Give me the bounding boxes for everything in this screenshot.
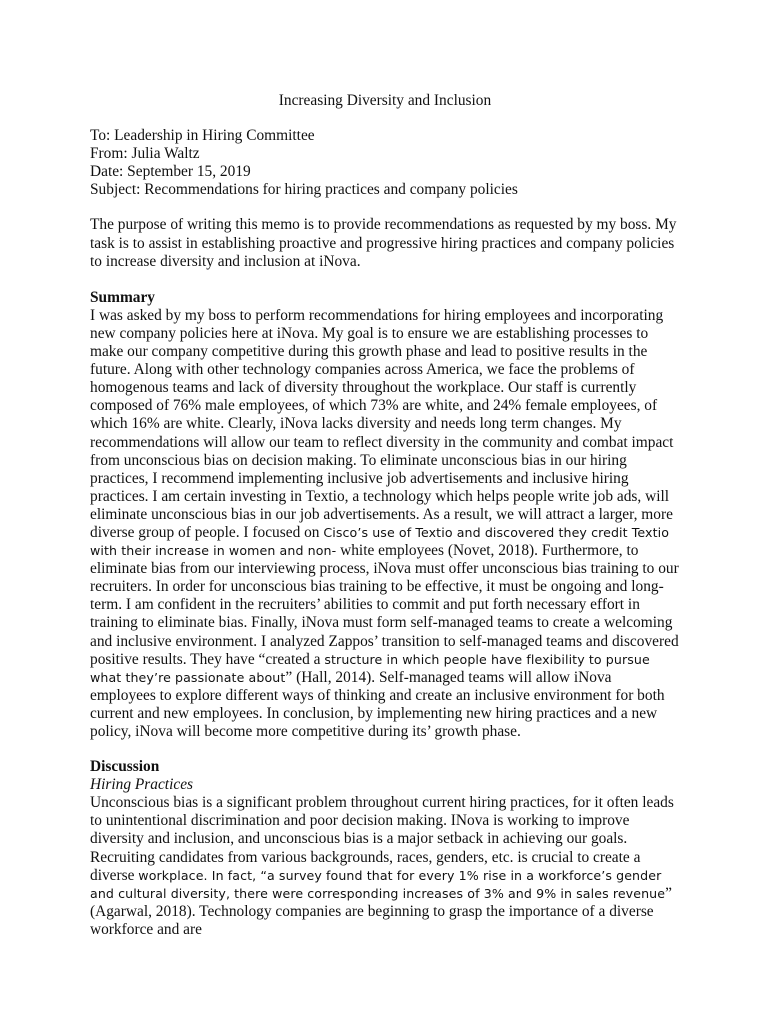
summary-quote-1: Cisco’s use of Textio and discovered they credit Textio with their increase in women and non-	[90, 524, 670, 559]
summary-quote-2: structure in which people have flexibility to pursue what they’re passionate about	[90, 651, 650, 685]
summary-text-2: white employees (Novet, 2018). Furthermore, to eliminate bias from our interviewing process, iNova must offer unconscious bias training to our recruiters. In order for unconscious bias training to be effective, it must be ongoing and long-term. I am confident in the recruiters’ abilities to commit and put forth necessary effort in training to eliminate bias. Finally, iNova must form self-managed teams to create a welcoming and inclusive environment. I analyzed Zappos’ transition to self-managed teams and discovered positive results. They have “created a	[90, 542, 679, 668]
summary-text-3: ” (Hall, 2014). Self-managed teams will allow iNova employees to explore different ways of thinking and create an inclusive environment for both current and new employees. In conclusion, by implementing new hiring practices and a new policy, iNova will become more competitive during its’ growth phase.	[90, 668, 665, 740]
document-title: Increasing Diversity and Inclusion	[278, 92, 492, 109]
discussion-text-1: Unconscious bias is a significant problem throughout current hiring practices, for it often leads to unintentional discrimination and poor decision making. INova is working to improve diversity and inclusion, and unconscious bias is a major setback in achieving our goals. Recruiting candidates from various backgrounds, races, genders, etc. is crucial to create a diverse	[90, 794, 674, 884]
memo-from: From: Julia Waltz	[90, 145, 200, 163]
memo-subject: Subject: Recommendations for hiring practices and company policies	[90, 181, 518, 199]
summary-text-1: I was asked by my boss to perform recommendations for hiring employees and incorporating new company policies here at iNova. My goal is to ensure we are establishing processes to make our company competitive during this growth phase and lead to positive results in the future. Along with other technology companies across America, we face the problems of homogenous teams and lack of diversity throughout the workplace. Our staff is currently composed of 76% male employees, of which 73% are white, and 24% female employees, of which 16% are white. Clearly, iNova lacks diversity and needs long term changes. My recommendations will allow our team to reflect diversity in the community and combat impact from unconscious bias on decision making. To eliminate unconscious bias in our hiring practices, I recommend implementing inclusive job advertisements and inclusive hiring practices. I am certain investing in Textio, a technology which helps people write job ads, will eliminate unconscious bias in our job advertisements. As a result, we will attract a larger, more diverse group of people. I focused on	[90, 306, 674, 541]
hiring-practices-subheading: Hiring Practices	[90, 776, 194, 794]
discussion-quote-1: workplace. In fact, “a survey found that for every 1% rise in a workforce’s gender and cultural diversity, there were corresponding increases of 3% and 9% in sales revenue	[90, 867, 666, 901]
memo-header	[90, 127, 680, 199]
summary-paragraph	[90, 307, 680, 741]
document-content	[90, 92, 680, 939]
memo-to: To: Leadership in Hiring Committee	[90, 127, 315, 145]
purpose-paragraph: The purpose of writing this memo is to provide recommendations as requested by my boss. My task is to assist in establishing proactive and progressive hiring practices and company policies to increase diversity and inclusion at iNova.	[90, 216, 677, 270]
discussion-paragraph	[90, 794, 680, 939]
discussion-heading: Discussion	[90, 758, 160, 776]
summary-heading: Summary	[90, 288, 155, 306]
memo-date: Date: September 15, 2019	[90, 163, 251, 181]
discussion-text-2: ” (Agarwal, 2018). Technology companies are beginning to grasp the importance of a diverse workforce and are	[90, 884, 672, 938]
